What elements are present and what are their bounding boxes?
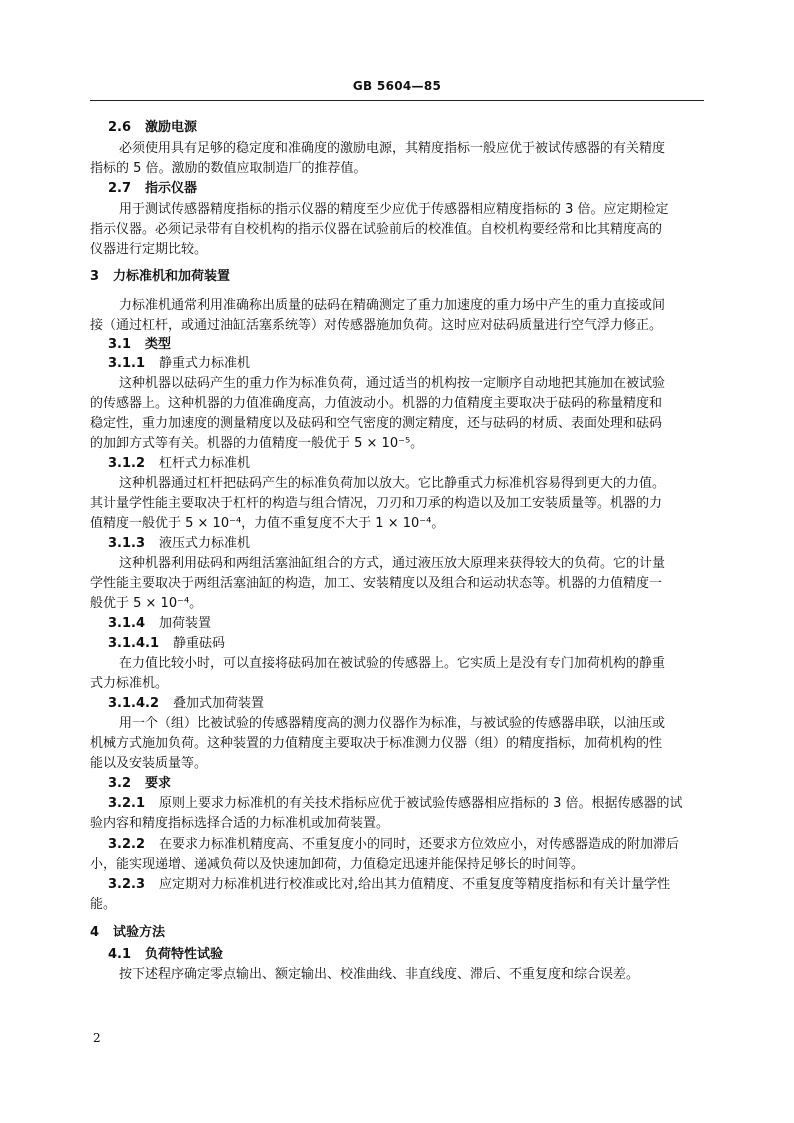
paragraph-line: 在要求力标准机精度高、不重复度小的同时，还要求方位效应小，对传感器造成的附加滞后 [159,837,680,852]
section-title: 类型 [145,337,172,352]
section-number: 3.1.2 [108,456,146,471]
paragraph-line: 验内容和精度指标选择合适的力标准机或加荷装置。 [90,816,390,831]
paragraph-line: 原则上要求力标准机的有关技术指标应优于被试验传感器相应指标的 3 倍。根据传感器的试 [159,796,683,811]
section-heading-3 [90,268,708,286]
section-heading-4 [90,924,708,942]
document-header: GB 5604—85 [352,79,442,93]
clause-3-2-3 [108,876,708,894]
clause-3-2-1 [108,795,708,813]
paragraph-line: 值精度一般优于 5 × 10⁻⁴，力值不重复度不大于 1 × 10⁻⁴。 [90,516,445,531]
section-heading-3-1-1 [108,355,708,373]
section-number: 4.1 [108,947,132,962]
paragraph-line: 的传感器上。这种机器的力值准确度高，力值波动小。机器的力值精度主要取决于砝码的称量精度和 [90,396,663,411]
section-heading-3-1-4 [108,615,708,633]
paragraph-line: 指示仪器。必须记录带有自校机构的指示仪器在试验前后的校准值。自校机构要经常和比其精度高的 [90,222,663,237]
paragraph-line: 在力值比较小时，可以直接将砝码加在被试验的传感器上。它实质上是没有专门加荷机构的静重 [119,656,666,671]
paragraph-line: 这种机器利用砝码和两组活塞油缸组合的方式，通过液压放大原理来获得较大的负荷。它的计量 [119,556,666,571]
section-title: 加荷装置 [159,616,212,631]
section-heading-3-1-2 [108,455,708,473]
section-title: 液压式力标准机 [159,536,251,551]
header-rule [90,100,704,101]
section-heading-3-1-3 [108,535,708,553]
paragraph-line: 接（通过杠杆，或通过油缸活塞系统等）对传感器施加负荷。这时应对砝码质量进行空气浮力修正。 [90,318,663,333]
section-number: 3.2.3 [108,877,146,892]
section-heading-3-1 [108,336,708,354]
section-title: 静重砝码 [173,636,226,651]
section-title: 指示仪器 [145,181,198,196]
section-heading-2-7 [108,180,708,198]
paragraph-line: 能。 [90,897,117,912]
section-number: 3.1 [108,337,132,352]
section-heading-3-1-4-1 [108,635,708,653]
section-heading-4-1 [108,946,708,964]
section-number: 3.1.4 [108,616,146,631]
section-title: 叠加式加荷装置 [173,696,265,711]
section-title: 杠杆式力标准机 [159,456,251,471]
section-title: 负荷特性试验 [145,947,224,962]
paragraph-line: 式力标准机。 [90,676,169,691]
section-heading-2-6 [108,119,708,137]
section-title: 激励电源 [145,120,198,135]
section-heading-3-1-4-2 [108,695,708,713]
section-number: 3.2 [108,776,132,791]
paragraph-line: 小，能实现递增、递减负荷以及快速加卸荷，力值稳定迅速并能保持足够长的时间等。 [90,857,585,872]
section-number: 3.1.4.2 [108,696,159,711]
paragraph-line: 稳定性，重力加速度的测量精度以及砝码和空气密度的测定精度，还与砝码的材质、表面处理和砝码 [90,416,663,431]
section-title: 要求 [145,776,172,791]
paragraph-line: 能以及安装质量等。 [90,756,208,771]
section-number: 3.1.1 [108,356,146,371]
section-title: 力标准机和加荷装置 [113,269,231,284]
section-number: 3.2.2 [108,837,146,852]
paragraph-line: 用于测试传感器精度指标的指示仪器的精度至少应优于传感器相应精度指标的 3 倍。应定期检定 [119,202,669,217]
paragraph-line: 用一个（组）比被试验的传感器精度高的测力仪器作为标准，与被试验的传感器串联，以油压或 [119,716,666,731]
paragraph-line: 般优于 5 × 10⁻⁴。 [90,596,203,611]
paragraph-line: 应定期对力标准机进行校准或比对,给出其力值精度、不重复度等精度指标和有关计量学性 [159,877,671,892]
paragraph-line: 按下述程序确定零点输出、额定输出、校准曲线、非直线度、滞后、不重复度和综合误差。 [119,967,640,982]
paragraph-line: 力标准机通常利用准确称出质量的砝码在精确测定了重力加速度的重力场中产生的重力直接或间 [119,298,666,313]
paragraph-line: 必须使用具有足够的稳定度和准确度的激励电源，其精度指标一般应优于被试传感器的有关精度 [119,141,666,156]
paragraph-line: 这种机器以砝码产生的重力作为标准负荷，通过适当的机构按一定顺序自动地把其施加在被试验 [119,376,666,391]
paragraph-line: 其计量学性能主要取决于杠杆的构造与组合情况，刀刃和刀承的构造以及加工安装质量等。机器的力 [90,496,663,511]
section-number: 3 [90,269,100,284]
paragraph-line: 这种机器通过杠杆把砝码产生的标准负荷加以放大。它比静重式力标准机容易得到更大的力值。 [119,476,666,491]
section-number: 3.1.4.1 [108,636,159,651]
section-number: 3.2.1 [108,796,146,811]
paragraph-line: 的加卸方式等有关。机器的力值精度一般优于 5 × 10⁻⁵。 [90,436,424,451]
page-number: 2 [93,1031,101,1045]
paragraph-line: 仪器进行定期比较。 [90,242,208,257]
section-number: 2.7 [108,181,132,196]
paragraph-line: 学性能主要取决于两组活塞油缸的构造，加工、安装精度以及组合和运动状态等。机器的力值精度一 [90,576,663,591]
clause-3-2-2 [108,836,708,854]
paragraph-line: 机械方式施加负荷。这种装置的力值精度主要取决于标准测力仪器（组）的精度指标，加荷机构的性 [90,736,663,751]
section-number: 3.1.3 [108,536,146,551]
section-title: 静重式力标准机 [159,356,251,371]
section-number: 2.6 [108,120,132,135]
section-heading-3-2 [108,775,708,793]
section-number: 4 [90,925,100,940]
paragraph-line: 指标的 5 倍。激励的数值应取制造厂的推荐值。 [90,161,367,176]
section-title: 试验方法 [113,925,166,940]
